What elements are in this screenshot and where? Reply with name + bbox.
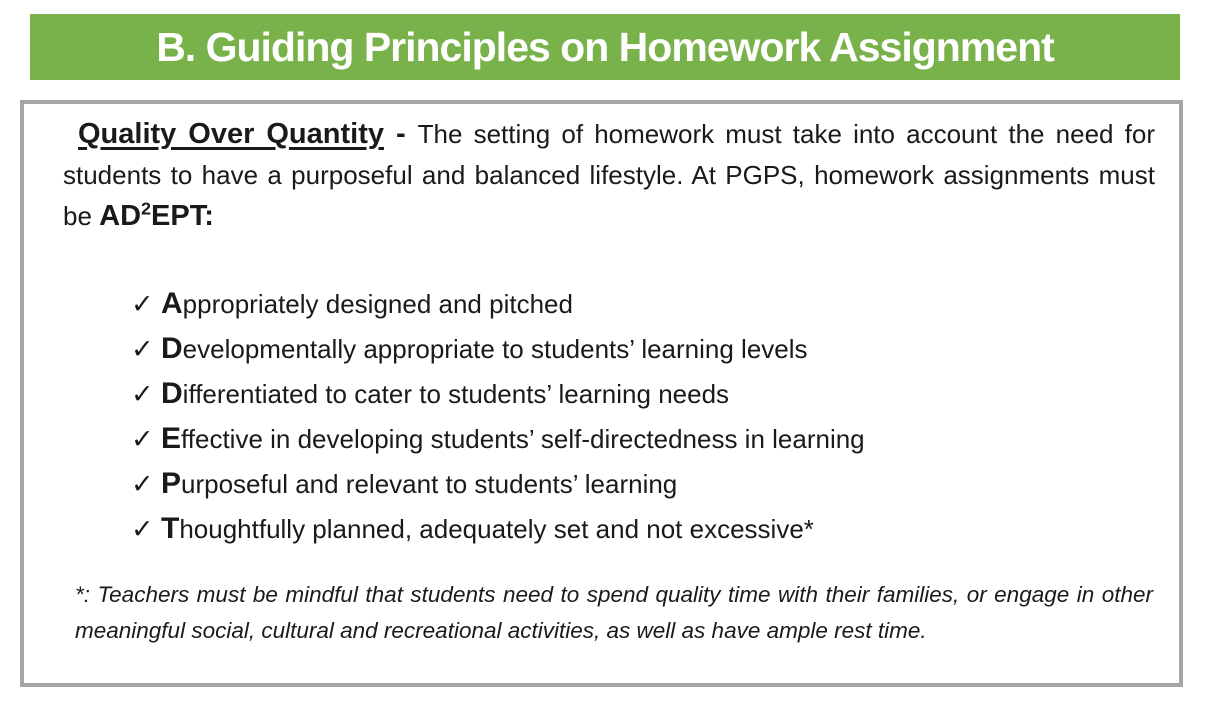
quality-over-quantity-heading: Quality Over Quantity: [78, 118, 384, 150]
list-item-text: ppropriately designed and pitched: [182, 289, 573, 319]
list-item-text: houghtfully planned, adequately set and not excessive*: [179, 514, 814, 544]
list-item-text: urposeful and relevant to students’ learning: [181, 469, 678, 499]
list-item: [131, 371, 1155, 416]
list-item-lead-letter: D: [161, 332, 183, 365]
list-item: [131, 281, 1155, 326]
list-item-text: evelopmentally appropriate to students’ learning levels: [182, 334, 808, 364]
footnote-text: Teachers must be mindful that students need to spend quality time with their families, or engage in other meaningful social, cultural and recreational activities, as well as have ample rest time.: [75, 582, 1153, 643]
footnote-marker: *:: [75, 582, 98, 607]
list-item: [131, 461, 1155, 506]
heading-separator: -: [384, 118, 418, 150]
check-icon: ✓: [131, 379, 154, 409]
list-item-lead-letter: P: [161, 467, 182, 500]
adept-acronym: [99, 200, 214, 232]
check-icon: ✓: [131, 289, 154, 319]
check-icon: ✓: [131, 334, 154, 364]
acronym-superscript: 2: [141, 198, 152, 219]
adept-checklist: [63, 281, 1155, 551]
list-item-lead-letter: E: [161, 422, 182, 455]
check-icon: ✓: [131, 514, 154, 544]
acronym-pre: AD: [99, 200, 142, 232]
page-title: B. Guiding Principles on Homework Assignment: [156, 23, 1054, 70]
list-item-lead-letter: A: [161, 287, 183, 320]
list-item: [131, 326, 1155, 371]
intro-paragraph: [63, 114, 1155, 237]
intro-body-text: The setting of homework must take into account the need for students to have a purposeful and balanced lifestyle. At PGPS, homework assignments must be: [63, 119, 1155, 231]
title-banner: [30, 14, 1180, 80]
list-item-lead-letter: T: [161, 512, 180, 545]
list-item: [131, 416, 1155, 461]
list-item-text: ifferentiated to cater to students’ learning needs: [182, 379, 730, 409]
list-item: [131, 506, 1155, 551]
list-item-lead-letter: D: [161, 377, 183, 410]
footnote: [63, 577, 1155, 649]
check-icon: ✓: [131, 424, 154, 454]
list-item-text: ffective in developing students’ self-directedness in learning: [181, 424, 865, 454]
check-icon: ✓: [131, 469, 154, 499]
acronym-post: EPT:: [151, 200, 214, 232]
content-box: [20, 100, 1183, 687]
